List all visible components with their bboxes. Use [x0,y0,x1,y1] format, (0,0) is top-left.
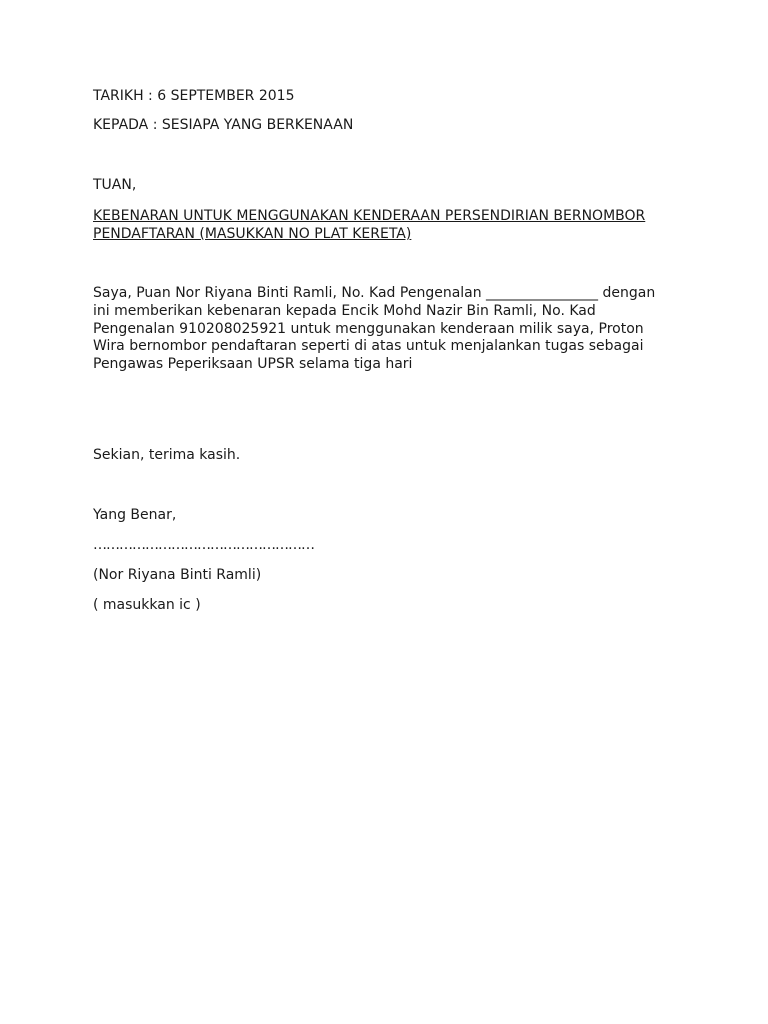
body-line: Pengawas Peperiksaan UPSR selama tiga hari [93,356,413,373]
body-line: ini memberikan kebenaran kepada Encik Mohd Nazir Bin Ramli, No. Kad [93,302,596,319]
body-line: Saya, Puan Nor Riyana Binti Ramli, No. Kad Pengenalan ________________ dengan [93,285,656,301]
signer-name: (Nor Riyana Binti Ramli) [93,567,262,583]
letter-recipient: KEPADA : SESIAPA YANG BERKENAAN [93,117,354,133]
letter-date: TARIKH : 6 SEPTEMBER 2015 [93,88,295,104]
letter-closing: Sekian, terima kasih. [93,447,241,463]
letter-salutation: TUAN, [93,177,137,193]
body-line: Wira bernombor pendaftaran seperti di atas untuk menjalankan tugas sebagai [93,338,644,355]
body-line: Pengenalan 910208025921 untuk menggunakan kenderaan milik saya, Proton [93,320,644,337]
letter-sign-off: Yang Benar, [93,507,177,523]
subject-line: PENDAFTARAN (MASUKKAN NO PLAT KERETA) [93,226,412,242]
subject-line: KEBENARAN UNTUK MENGGUNAKAN KENDERAAN PERSENDIRIAN BERNOMBOR [93,208,646,224]
signature-line: …………………………………………… [93,537,314,553]
letter-subject [93,207,673,243]
letter-body [93,285,683,374]
signer-ic: ( masukkan ic ) [93,597,201,613]
